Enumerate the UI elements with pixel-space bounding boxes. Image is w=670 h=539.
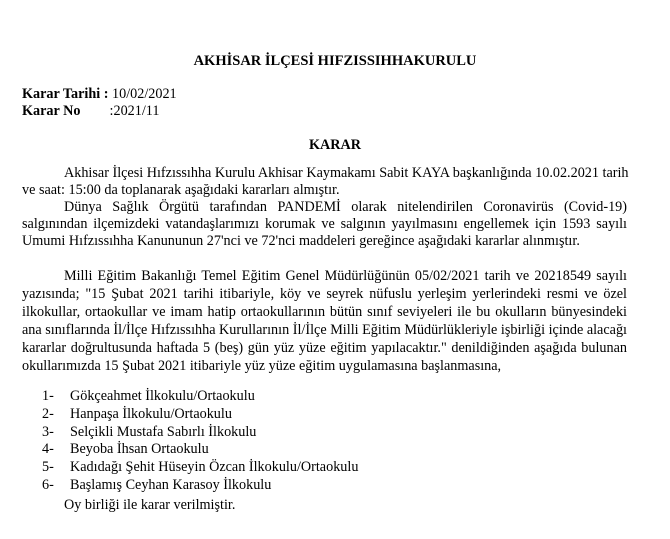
school-list	[42, 388, 358, 495]
list-item-label: Hanpaşa İlkokulu/Ortaokulu	[70, 405, 232, 422]
paragraph-line: salgınından ilçemizdeki vatandaşlarımızı korumak ve salgının yayılmasını engellemek için 1593 sayılı	[22, 216, 627, 232]
document-title: AKHİSAR İLÇESİ HIFZISSIHHAKURULU	[193, 53, 477, 69]
list-item	[42, 424, 358, 442]
list-item	[42, 388, 358, 406]
list-item-number: 4-	[42, 441, 54, 458]
list-item-label: Gökçeahmet İlkokulu/Ortaokulu	[70, 388, 255, 404]
decision-no-label: Karar No	[22, 103, 81, 119]
paragraph-line: yazısında; "15 Şubat 2021 tarihi itibariyle, köy ve seyrek nüfuslu yerleşim yerlerindeki resmi ve özel	[22, 286, 627, 302]
list-item-number: 3-	[42, 423, 54, 440]
decision-no-row	[22, 103, 159, 120]
paragraph-line: okullarımızda 15 Şubat 2021 itibariyle yüz yüze eğitim uygulamasına başlanmasına,	[22, 358, 502, 374]
paragraph-line: Milli Eğitim Bakanlığı Temel Eğitim Genel Müdürlüğünün 05/02/2021 tarih ve 20218549 sayılı	[64, 268, 627, 284]
paragraph-line: ve saat: 15:00 da toplanarak aşağıdaki kararları almıştır.	[22, 182, 340, 198]
pandemic-paragraph	[22, 199, 627, 250]
decision-date-label: Karar Tarihi :	[22, 86, 109, 102]
list-item	[42, 459, 358, 477]
closing-statement: Oy birliği ile karar verilmiştir.	[64, 497, 236, 513]
decision-no-value: :2021/11	[109, 103, 160, 119]
paragraph-line: ana sınıflarında İl/İlçe Hıfzıssıhha Kurullarının İl/İlçe Milli Eğitim Müdürlükleriyle işbirliği içinde alacağı	[22, 322, 627, 338]
paragraph-line: ilkokullar, ortaokullar ve imam hatip ortaokullarının bütün sınıf seviyeleri ile bu okulların bünyesindeki	[22, 304, 627, 320]
list-item-label: Selçikli Mustafa Sabırlı İlkokulu	[70, 423, 257, 440]
paragraph-line: Umumi Hıfzıssıhha Kanununun 27'nci ve 72'nci maddeleri gereğince aşağıdaki kararlar alınmıştır.	[22, 233, 580, 249]
intro-paragraph	[22, 165, 627, 199]
meb-paragraph	[22, 267, 627, 375]
decision-date-row	[22, 86, 177, 103]
paragraph-line: kararlar doğrultusunda haftada 5 (beş) gün yüz yüze eğitim yapılacaktır." denildiğinden aşağıda bulunan	[22, 340, 627, 356]
list-item-label: Beyoba İhsan Ortaokulu	[70, 441, 209, 458]
paragraph-line: Akhisar İlçesi Hıfzıssıhha Kurulu Akhisar Kaymakamı Sabit KAYA başkanlığında 10.02.2021 tarih	[64, 165, 629, 181]
list-item-label: Başlamış Ceyhan Karasoy İlkokulu	[70, 476, 272, 493]
list-item-number: 5-	[42, 459, 54, 476]
list-item	[42, 406, 358, 424]
list-item	[42, 477, 358, 495]
list-item	[42, 441, 358, 459]
list-item-number: 6-	[42, 476, 54, 493]
decision-date-value: 10/02/2021	[112, 86, 177, 102]
paragraph-line: Dünya Sağlık Örgütü tarafından PANDEMİ olarak nitelendirilen Coronavirüs (Covid-19)	[64, 199, 627, 215]
decision-heading: KARAR	[308, 137, 362, 153]
list-item-number: 1-	[42, 388, 54, 404]
list-item-label: Kadıdağı Şehit Hüseyin Özcan İlkokulu/Ortaokulu	[70, 459, 359, 476]
list-item-number: 2-	[42, 405, 54, 422]
